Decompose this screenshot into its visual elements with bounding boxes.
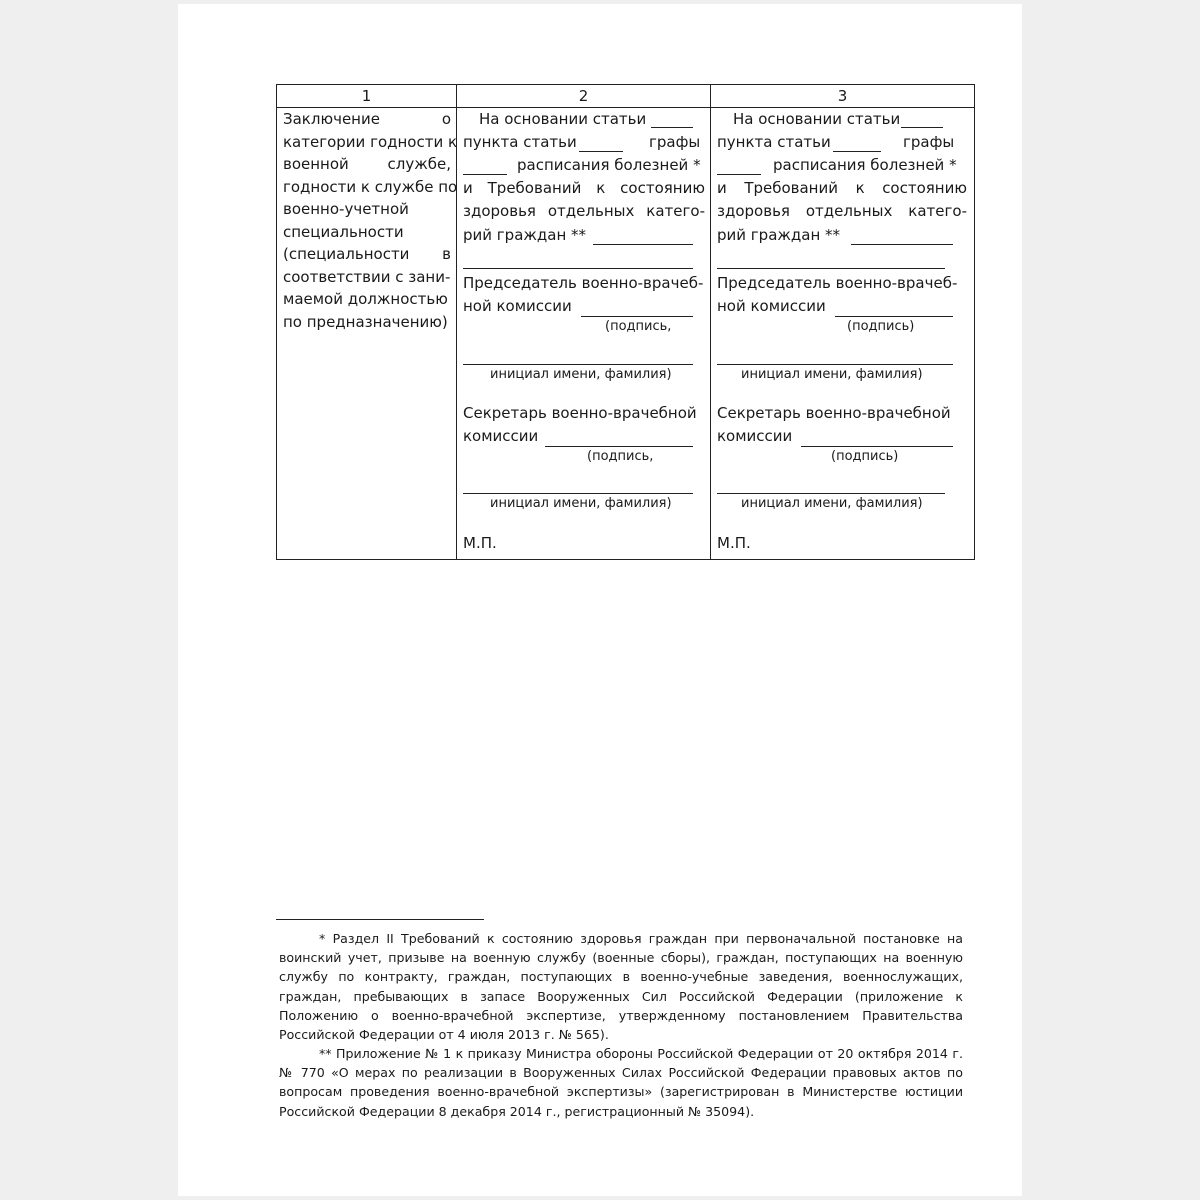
footnote-2: ** Приложение № 1 к приказу Министра обороны Российской Федерации от 20 октября 2014 г. № 770 «О мерах по реализации в Вооруженных Силах Российской Федерации правовых актов по вопросам проведения военно-врачебной экспертизы» (зарегистрирован в Министерстве юстиции Российской Федерации 8 декабря 2014 г., регистрационный № 35094). [279,1046,963,1119]
secretary-label-2: комиссии [717,427,793,445]
col1-line-4: годности к службе по [283,178,458,196]
basis-line-5: здоровья отдельных катего- [717,202,967,220]
secretary-name-caption: инициал имени, фамилия) [490,496,672,511]
column-number-blank [463,174,507,175]
chairman-name-blank [717,364,953,365]
col1-line-6: специальности [283,223,404,241]
chairman-label-2: ной комиссии [717,297,826,315]
col1-line-2: категории годности к [283,133,458,151]
conclusion-blank [463,268,693,269]
column-3-cell [711,108,975,560]
basis-line-1: На основании статьи [733,110,901,128]
secretary-signature-blank [545,446,693,447]
basis-line-6: рий граждан ** [463,226,587,244]
col1-line-10: по предназначению) [283,313,448,331]
article-number-blank [651,127,693,128]
point-number-blank [833,151,881,152]
chairman-signature-blank [581,316,693,317]
basis-line-1: На основании статьи [479,110,647,128]
conclusion-label-cell [277,108,457,560]
column-header-2: 2 [457,85,711,108]
secretary-name-blank [717,493,945,494]
requirements-blank [593,244,693,245]
chairman-name-caption: инициал имени, фамилия) [741,367,923,382]
basis-line-4: и Требований к состоянию [463,179,705,197]
footnote-separator [276,919,484,920]
chairman-name-blank [463,364,693,365]
point-number-blank [579,151,623,152]
conclusion-blank [717,268,945,269]
basis-line-5: здоровья отдельных катего- [463,202,705,220]
column-header-1: 1 [277,85,457,108]
chairman-signature-caption: (подпись, [605,319,672,334]
secretary-label-1: Секретарь военно-врачебной [717,404,951,422]
chairman-label-2: ной комиссии [463,297,572,315]
article-number-blank [901,127,943,128]
basis-line-2b: графы [649,133,701,151]
stamp-placeholder: М.П. [717,534,751,552]
conclusion-table [276,84,975,560]
col1-line-7: (специальности в [283,245,451,263]
col1-line-3: военной службе, [283,155,451,173]
stamp-placeholder: М.П. [463,534,497,552]
chairman-signature-caption: (подпись) [847,319,915,334]
secretary-label-1: Секретарь военно-врачебной [463,404,697,422]
basis-line-6: рий граждан ** [717,226,841,244]
secretary-signature-caption: (подпись, [587,449,654,464]
footnote-1: * Раздел II Требований к состоянию здоровья граждан при первоначальной постановке на воинский учет, призыве на военную службу (военные сборы), граждан, поступающих на военную службу по контракту, граждан, поступающих в военно-учебные заведения, военнослужащих, граждан, пребывающих в запасе Вооруженных Сил Российской Федерации (приложение к Положению о военно-врачебной экспертизе, утвержденному постановлением Правительства Российской Федерации от 4 июля 2013 г. № 565). [279,931,963,1043]
secretary-name-caption: инициал имени, фамилия) [741,496,923,511]
col1-line-1: Заключение о [283,110,451,128]
secretary-label-2: комиссии [463,427,539,445]
basis-line-2a: пункта статьи [463,133,577,151]
col1-line-5: военно-учетной [283,200,409,218]
column-2-cell [457,108,711,560]
basis-line-4: и Требований к состоянию [717,179,967,197]
secretary-signature-caption: (подпись) [831,449,899,464]
chairman-name-caption: инициал имени, фамилия) [490,367,672,382]
basis-line-3: расписания болезней * [517,156,701,174]
col1-line-8: соответствии с зани- [283,268,451,286]
column-number-blank [717,174,761,175]
basis-line-2b: графы [903,133,955,151]
document-page [178,4,1022,1196]
requirements-blank [851,244,953,245]
column-header-3: 3 [711,85,975,108]
col1-line-9: маемой должностью [283,290,448,308]
secretary-name-blank [463,493,693,494]
chairman-label-1: Председатель военно-врачеб- [717,274,958,292]
secretary-signature-blank [801,446,953,447]
basis-line-3: расписания болезней * [773,156,957,174]
chairman-label-1: Председатель военно-врачеб- [463,274,704,292]
chairman-signature-blank [835,316,953,317]
basis-line-2a: пункта статьи [717,133,831,151]
